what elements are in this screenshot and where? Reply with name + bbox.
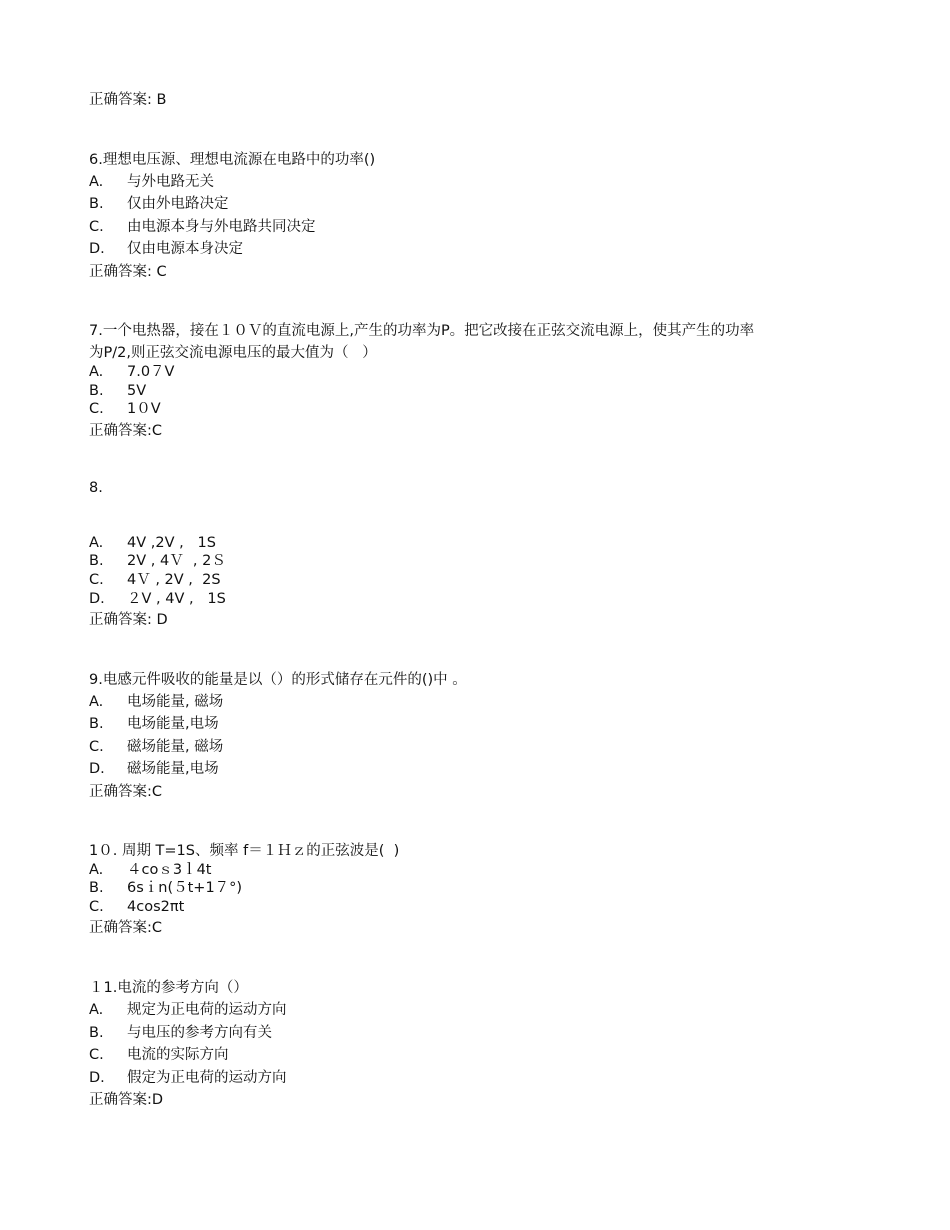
option-text: 仅由电源本身决定 bbox=[127, 241, 243, 257]
option-b bbox=[89, 714, 219, 734]
option-a bbox=[89, 692, 223, 712]
answer-line: 正确答案:C bbox=[89, 423, 163, 439]
option-d bbox=[89, 239, 243, 259]
option-letter: C. bbox=[89, 219, 104, 235]
option-d bbox=[89, 759, 219, 779]
option-text: 6sｉn(５t+1７°) bbox=[127, 880, 243, 896]
option-b bbox=[89, 381, 146, 401]
answer-line: 正确答案: D bbox=[89, 612, 168, 628]
option-letter: D. bbox=[89, 1070, 105, 1086]
option-letter: B. bbox=[89, 553, 104, 569]
question-stem: 9.电感元件吸收的能量是以（）的形式储存在元件的()中 。 bbox=[89, 672, 467, 688]
option-letter: C. bbox=[89, 1047, 104, 1063]
option-b bbox=[89, 194, 229, 214]
answer-line: 正确答案: B bbox=[89, 92, 167, 108]
option-text: ４coｓ3ｌ4t bbox=[127, 862, 212, 878]
answer-line: 正确答案:C bbox=[89, 920, 163, 936]
option-a bbox=[89, 860, 211, 880]
option-a bbox=[89, 533, 216, 553]
option-text: 4cos2πt bbox=[127, 899, 185, 915]
option-letter: A. bbox=[89, 1002, 104, 1018]
option-letter: A. bbox=[89, 535, 104, 551]
option-text: 2V , 4Ｖ , 2Ｓ bbox=[127, 553, 226, 569]
option-letter: B. bbox=[89, 880, 104, 896]
option-c bbox=[89, 1045, 229, 1065]
option-d bbox=[89, 1068, 287, 1088]
option-letter: C. bbox=[89, 401, 104, 417]
question-stem-continued: 为P/2,则正弦交流电源电压的最大值为（ ） bbox=[89, 345, 377, 361]
option-letter: A. bbox=[89, 174, 104, 190]
option-text: 1０V bbox=[127, 401, 161, 417]
option-c bbox=[89, 570, 221, 590]
option-c bbox=[89, 399, 161, 419]
option-text: 假定为正电荷的运动方向 bbox=[127, 1070, 287, 1086]
question-stem: 7.一个电热器，接在１０Ｖ的直流电源上,产生的功率为P。把它改接在正弦交流电源上，使其产生的功率 bbox=[89, 323, 755, 339]
option-text: 磁场能量, 磁场 bbox=[127, 739, 224, 755]
option-letter: C. bbox=[89, 899, 104, 915]
answer-line: 正确答案: C bbox=[89, 264, 167, 280]
option-letter: B. bbox=[89, 716, 104, 732]
option-letter: D. bbox=[89, 241, 105, 257]
option-text: 电场能量,电场 bbox=[127, 716, 219, 732]
question-stem: １1.电流的参考方向（） bbox=[89, 980, 248, 996]
option-letter: A. bbox=[89, 862, 104, 878]
question-stem: 1０. 周期 T=1S、频率 f＝１Ｈｚ的正弦波是( ) bbox=[89, 843, 400, 859]
option-letter: C. bbox=[89, 572, 104, 588]
option-text: 7.0７V bbox=[127, 364, 175, 380]
option-c bbox=[89, 737, 223, 757]
option-b bbox=[89, 878, 242, 898]
option-text: 规定为正电荷的运动方向 bbox=[127, 1002, 287, 1018]
option-text: 由电源本身与外电路共同决定 bbox=[127, 219, 316, 235]
option-letter: A. bbox=[89, 694, 104, 710]
option-letter: D. bbox=[89, 761, 105, 777]
option-text: 磁场能量,电场 bbox=[127, 761, 219, 777]
option-text: 4V ,2V , 1S bbox=[127, 535, 216, 551]
option-text: 与外电路无关 bbox=[127, 174, 214, 190]
option-letter: C. bbox=[89, 739, 104, 755]
option-text: ２V , 4V , 1S bbox=[127, 591, 226, 607]
option-text: 4Ｖ , 2V , 2S bbox=[127, 572, 221, 588]
option-text: 电场能量, 磁场 bbox=[127, 694, 224, 710]
answer-line: 正确答案:C bbox=[89, 784, 163, 800]
answer-line: 正确答案:D bbox=[89, 1092, 164, 1108]
option-c bbox=[89, 897, 184, 917]
question-stem: 6.理想电压源、理想电流源在电路中的功率() bbox=[89, 152, 376, 168]
option-letter: B. bbox=[89, 196, 104, 212]
option-letter: B. bbox=[89, 1025, 104, 1041]
option-a bbox=[89, 1000, 287, 1020]
question-stem: 8. bbox=[89, 480, 103, 496]
option-letter: D. bbox=[89, 591, 105, 607]
option-a bbox=[89, 362, 174, 382]
option-text: 仅由外电路决定 bbox=[127, 196, 229, 212]
option-text: 5V bbox=[127, 383, 147, 399]
option-text: 电流的实际方向 bbox=[127, 1047, 229, 1063]
option-a bbox=[89, 172, 214, 192]
option-d bbox=[89, 589, 226, 609]
option-c bbox=[89, 217, 316, 237]
option-letter: A. bbox=[89, 364, 104, 380]
option-b bbox=[89, 551, 226, 571]
option-letter: B. bbox=[89, 383, 104, 399]
option-b bbox=[89, 1023, 272, 1043]
option-text: 与电压的参考方向有关 bbox=[127, 1025, 272, 1041]
